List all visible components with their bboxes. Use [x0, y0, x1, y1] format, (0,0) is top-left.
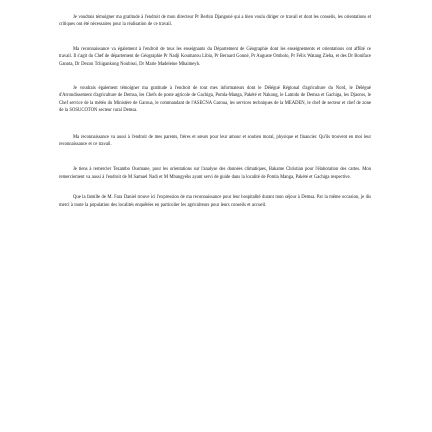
paragraph-teachers-thanks: Ma reconnaissance va également à l'endroit de tous les enseignants du Département de Géographie dont les enseignements et orientations ont affûté ce travail. Il s'agit du Chef de département de Géographie Pr Nadji Koumarou Libia, Pr Bernard Gonné, Pr Auguste Ombolo, Pr Félix Watang Zieba, et des Dr Boniface Ganota, Dr Dezon Tchigankong Noubissi, Dr Marie Madeleine Mbaimeyh.	[59, 46, 371, 67]
paragraph-helpers-thanks: Je tiens à remercier Tezambo Ousmane, pour les orientations sur l'analyse des données climatiques, Bakame Christian pour l'élaboration des cartes. Mon remerciement va aussi à l'endroit de M Samuel Nadi et M Mbangyéhs ayant servi de guide dans la localité de Pomla Manga, Pakété et Gachiga respective.	[59, 167, 371, 180]
paragraph-informants-thanks: Je voudrais également témoigner ma gratitude à l'endroit de tout mes informateurs dont le Délégué Régional d'agriculture du Nord, le Délégué d'Arrondissement d'agriculture de Demsa, les Chefs de poste agricole de Gachiga, Pomla-Manga, Pakété et Nakong, le Lamido de Demsa et Gachiga, les Djaoros, le Chef service de la météo du Ministère de Garoua, le commandant de l'ASECNA Garoua, les services techniques de la MEADEN, le chef de secteur et chef de zone de la SOSUCOTON secteur rural Demsa.	[59, 86, 371, 114]
paragraph-director-thanks: Je voudrais témoigner ma gratitude à l'endroit de mon directeur Pr Berhin Djangoné qui a bien voulu diriger ce travail et dont les conseils, les orientations et critiques ont été nécessaires pour la réalisation de ce travail.	[59, 15, 371, 28]
paragraph-family-thanks: Ma reconnaissance va aussi à l'endroit de mes parents, frères et sœurs pour leur amour et soutien moral, physique et financier. Qu'ils trouvent en moi leur reconnaissance et ce travail.	[59, 134, 371, 148]
paragraph-host-family-thanks: Que la famille de M. Fara Daniel trouve ici l'expression de ma reconnaissance pour leur hospitalité durant mon séjour à Demsa. Par la même occasion, je dis merci à toute la population des localités enquêtées en particulier les agriculteurs pour leurs conseils et accueil.	[59, 195, 371, 208]
